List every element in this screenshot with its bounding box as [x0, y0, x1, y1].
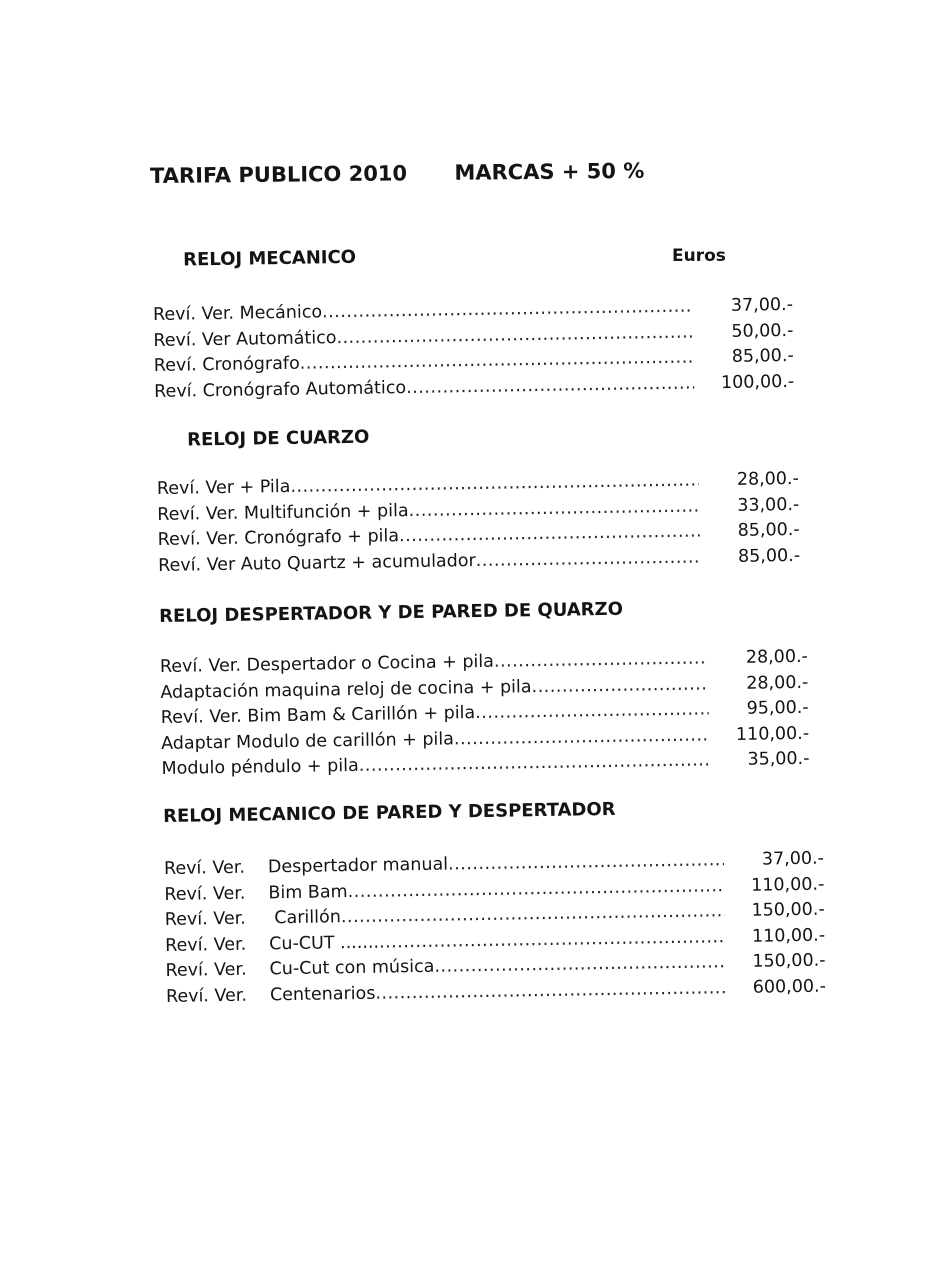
page-title: TARIFA PUBLICO 2010 — [149, 161, 408, 188]
title-row — [150, 159, 645, 188]
dot-leader — [359, 748, 710, 779]
section-heading: RELOJ DE CUARZO — [186, 426, 370, 451]
service-price: 110,00.- — [751, 925, 826, 947]
service-prefix: Reví. Ver. — [165, 985, 248, 1007]
service-price: 28,00.- — [746, 672, 809, 694]
service-price: 50,00.- — [731, 320, 794, 342]
service-prefix: Reví. Ver. — [165, 934, 247, 956]
section-reloj-despertador-pared-quarzo — [159, 596, 810, 783]
service-prefix: Reví. Ver. — [164, 883, 246, 905]
service-label — [165, 930, 379, 959]
service-label: Reví. Ver Automático — [153, 327, 337, 351]
service-price: 85,00.- — [731, 345, 794, 367]
service-name: Bim Bam — [268, 881, 348, 903]
currency-label: Euros — [672, 246, 726, 266]
service-label: Modulo péndulo + pila — [161, 755, 359, 779]
dot-leader — [476, 545, 701, 574]
service-prefix: Reví. Ver. — [163, 857, 246, 879]
section-heading: RELOJ MECANICO DE PARED Y DESPERTADOR — [163, 798, 616, 827]
dot-leader — [375, 976, 726, 1007]
service-label: Reví. Ver. Multifunción + pila — [157, 500, 409, 525]
dot-leader — [494, 646, 708, 675]
service-label: Adaptar Modulo de carillón + pila — [161, 728, 455, 754]
service-label — [166, 981, 376, 1010]
service-prefix: Reví. Ver. — [165, 959, 247, 981]
service-label: Reví. Ver. Mecánico — [152, 302, 323, 325]
dot-leader — [475, 697, 709, 726]
service-name: Cu-CUT ....... — [269, 932, 380, 954]
service-price: 150,00.- — [752, 950, 826, 972]
service-label — [164, 880, 348, 908]
service-prefix: Reví. Ver. — [164, 908, 246, 930]
service-label: Reví. Ver. Cronógrafo + pila — [157, 526, 400, 550]
service-price: 37,00.- — [730, 294, 794, 316]
service-price: 95,00.- — [746, 697, 809, 719]
service-price: 28,00.- — [745, 646, 809, 668]
section-reloj-mecanico-pared-despertador — [163, 796, 826, 1010]
service-label: Reví. Cronógrafo Automático — [154, 377, 407, 402]
service-price: 85,00.- — [737, 545, 801, 567]
service-label: Reví. Cronógrafo — [153, 353, 300, 376]
service-label: Reví. Ver. Bim Bam & Carillón + pila — [160, 703, 476, 728]
service-price: 110,00.- — [751, 874, 825, 896]
service-label: Reví. Ver + Pila — [156, 476, 291, 499]
service-price: 150,00.- — [751, 899, 825, 921]
service-price: 28,00.- — [736, 468, 800, 490]
dot-leader — [406, 371, 694, 401]
section-heading: RELOJ MECANICO — [182, 246, 357, 271]
section-reloj-de-cuarzo — [156, 420, 800, 579]
service-label: Adaptación maquina reloj de cocina + pila — [160, 676, 532, 703]
service-label: Reví. Ver. Despertador o Cocina + pila — [159, 651, 495, 677]
service-name: Carillón — [268, 907, 342, 929]
service-price: 110,00.- — [735, 723, 810, 745]
section-reloj-mecanico — [152, 240, 794, 405]
dot-leader — [531, 672, 708, 700]
service-price: 85,00.- — [737, 519, 800, 541]
service-price: 37,00.- — [761, 848, 825, 870]
service-label — [165, 905, 341, 933]
service-price: 33,00.- — [737, 494, 800, 516]
service-price: 35,00.- — [747, 748, 810, 770]
service-name: Cu-Cut con música — [269, 956, 435, 980]
dot-leader — [454, 723, 710, 753]
section-heading: RELOJ DESPERTADOR Y DE PARED DE QUARZO — [159, 598, 624, 627]
service-name: Centenarios — [269, 983, 376, 1005]
service-price: 600,00.- — [752, 976, 827, 998]
service-name: Despertador manual — [267, 854, 449, 878]
page-subtitle: MARCAS + 50 % — [454, 158, 645, 185]
service-price: 100,00.- — [720, 371, 795, 393]
service-label: Reví. Ver Auto Quartz + acumulador — [157, 550, 476, 576]
